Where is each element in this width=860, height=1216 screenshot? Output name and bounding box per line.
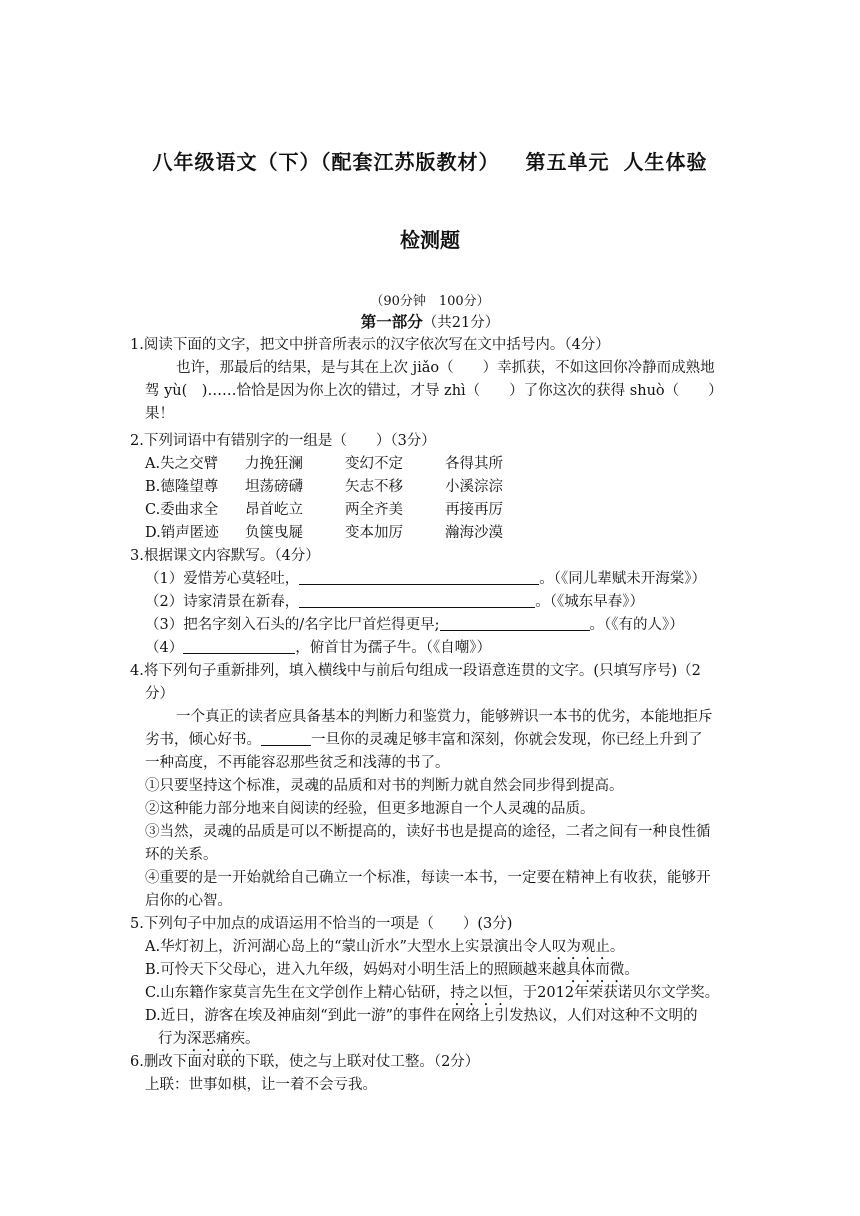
option-text: 。	[245, 1031, 260, 1047]
q4-sentence-3: ③当然，灵魂的品质是可以不断提高的，读好书也是提高的途径，二者之间有一种良性循	[145, 824, 711, 840]
q2-option-b	[130, 476, 730, 499]
dotted-idiom: 具体而微	[566, 962, 625, 978]
q4-sentence-1: ①只要坚持这个标准，灵魂的品质和对书的判断力就自然会同步得到提高。	[145, 778, 624, 794]
q1-line1: 也许，那最后的结果，是与其在上次 jiǎo（ ）幸抓获，不如这回你冷静而成熟地	[176, 360, 715, 376]
answer-blank[interactable]	[299, 593, 535, 608]
option-word: 各得其所	[445, 456, 503, 472]
q4-passage-2	[130, 729, 730, 752]
q4-sentence-4-cont: 启你的心智。	[145, 893, 232, 909]
option-text: 。	[624, 962, 639, 978]
answer-blank[interactable]	[261, 731, 311, 746]
questions	[130, 334, 730, 1097]
q4-text: 一旦你的灵魂足够丰富和深刻，你就会发现，你已经上升到了	[311, 732, 703, 748]
title-unit: 第五单元	[525, 150, 610, 174]
option-word: B.德隆望尊	[145, 479, 219, 495]
option-text: ，于2012年荣获诺贝尔文学奖。	[508, 985, 720, 1001]
q5-option-b	[130, 959, 730, 982]
option-word: 小溪淙淙	[445, 479, 503, 495]
answer-blank[interactable]	[183, 639, 295, 654]
q5-option-d: D.近日，游客在埃及神庙刻“到此一游”的事件在网络上引发热议，人们对这种不文明的	[145, 1008, 698, 1024]
option-word: 瀚海沙漠	[445, 525, 503, 541]
option-text: 。	[609, 939, 625, 955]
option-word: 负箧曳屣	[245, 525, 303, 541]
q3-item-2	[130, 591, 730, 614]
answer-blank[interactable]	[299, 570, 539, 585]
answer-blank[interactable]	[440, 616, 590, 631]
option-text: A.华灯初上，沂河湖心岛上的“蒙山沂水”大型水上实景演出令人	[145, 939, 552, 955]
option-word: 昂首屹立	[245, 502, 303, 518]
q4-stem-cont: 分）	[145, 686, 174, 702]
dotted-idiom: 深恶痛疾	[187, 1031, 245, 1047]
option-text: B.可怜天下父母心，进入九年级，妈妈对小明生活上的照顾越来越	[145, 962, 567, 978]
q2-stem: 2.下列词语中有错别字的一组是（ ）（3分）	[130, 433, 436, 449]
title-main: 八年级语文（下）（配套江苏版教材）	[152, 150, 500, 174]
title-theme: 人生体验	[623, 150, 708, 174]
q3-stem: 3.根据课文内容默写。（4分）	[130, 548, 320, 564]
q3-source: 。（《城东早春》）	[535, 594, 644, 610]
q4-passage-3: 一种高度，不再能容忍那些贫乏和浅薄的书了。	[145, 755, 450, 771]
part-label: 第一部分	[360, 313, 423, 331]
page-title	[0, 146, 860, 175]
q4-sentence-4: ④重要的是一开始就给自己确立一个标准，每读一本书，一定要在精神上有收获，能够开	[145, 870, 711, 886]
q1-line2: 驾 yù( )……恰恰是因为你上次的错过，才导 zhì（ ）了你这次的获得 shuò（ ）	[145, 383, 723, 399]
q3-item-3	[130, 614, 730, 637]
q5-option-a	[130, 936, 730, 959]
q3-text: （3）把名字刻入石头的/名字比尸首烂得更早;	[145, 617, 440, 633]
q3-source: 。（《同儿辈赋未开海棠》）	[539, 571, 706, 587]
option-word: 力挽狂澜	[245, 456, 303, 472]
q6-stem: 6.删改下面对联的下联，使之与上联对仗工整。（2分）	[130, 1054, 480, 1070]
q3-source: 。（《有的人》）	[589, 617, 684, 633]
q5-option-d-cont	[130, 1028, 730, 1051]
q3-item-1	[130, 568, 730, 591]
q2-option-a	[130, 453, 730, 476]
part-score: （共21分）	[422, 315, 500, 331]
dotted-idiom: 持之以恒	[450, 985, 509, 1001]
q3-item-4	[130, 637, 730, 660]
part-heading	[0, 310, 860, 332]
q5-option-c	[130, 982, 730, 1005]
q6-upper-couplet: 上联：世事如棋，让一着不会亏我。	[145, 1077, 377, 1093]
option-word: 矢志不移	[345, 479, 403, 495]
option-word: A.失之交臂	[145, 456, 219, 472]
q3-text: （4）	[145, 640, 184, 656]
q4-sentence-2: ②这种能力部分地来自阅读的经验，但更多地源自一个人灵魂的品质。	[145, 801, 595, 817]
q1-stem: 1.阅读下面的文字，把文中拼音所表示的汉字依次写在文中括号内。（4分）	[130, 337, 610, 353]
q3-source: ，俯首甘为孺子牛。（《自嘲》）	[295, 640, 491, 656]
option-word: 变本加厉	[345, 525, 403, 541]
q4-text: 劣书，倾心好书。	[145, 732, 261, 748]
option-text: 行为	[158, 1031, 187, 1047]
q3-text: （1）爱惜芳心莫轻吐，	[145, 571, 300, 587]
q3-text: （2）诗家清景在新春，	[145, 594, 300, 610]
time-info: （90分钟 100分）	[370, 294, 490, 309]
q1-line3: 果！	[145, 406, 174, 422]
option-word: 再接再厉	[445, 502, 503, 518]
option-word: 坦荡磅礴	[245, 479, 303, 495]
option-word: D.销声匿迹	[145, 525, 219, 541]
page-subtitle: 检测题	[400, 228, 460, 252]
option-text: C.山东籍作家莫言先生在文学创作上精心钻研，	[145, 985, 451, 1001]
q4-sentence-3-cont: 环的关系。	[145, 847, 218, 863]
option-word: 两全齐美	[345, 502, 403, 518]
dotted-idiom: 叹为观止	[551, 939, 610, 955]
q2-option-d	[130, 522, 730, 545]
option-word: 变幻不定	[345, 456, 403, 472]
q4-passage-1: 一个真正的读者应具备基本的判断力和鉴赏力，能够辨识一本书的优劣，本能地拒斥	[176, 709, 713, 725]
q2-option-c	[130, 499, 730, 522]
q5-stem: 5.下列句子中加点的成语运用不恰当的一项是（ ）(3分)	[130, 916, 513, 932]
option-word: C.委曲求全	[145, 502, 219, 518]
q4-stem: 4.将下列句子重新排列，填入横线中与前后句组成一段语意连贯的文字。(只填写序号)（2	[130, 663, 701, 679]
